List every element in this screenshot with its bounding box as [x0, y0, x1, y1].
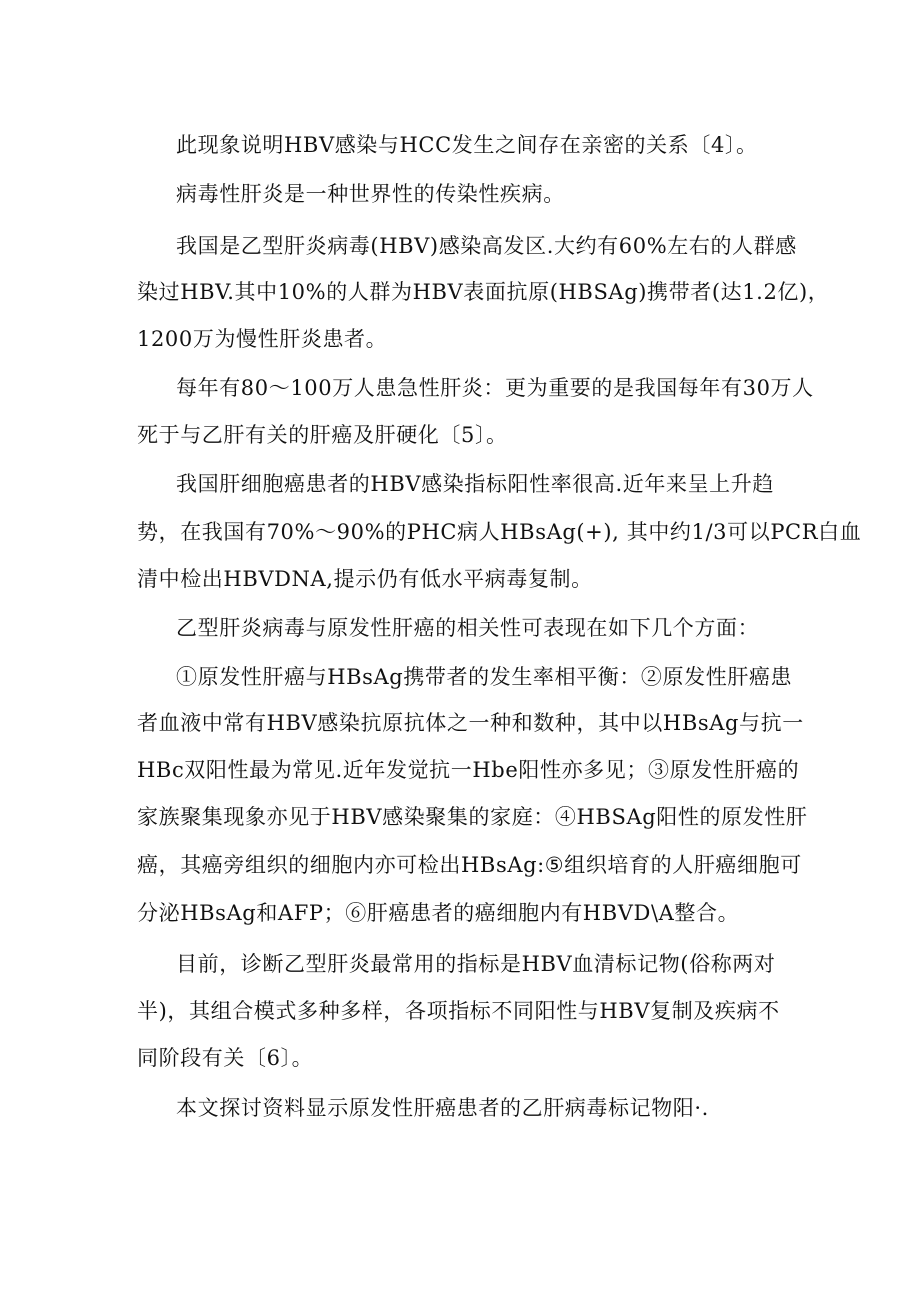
paragraph-7-line-2: 者血液中常有HBV感染抗原抗体之一种和数种，其中以HBsAg与抗一 [137, 711, 804, 735]
paragraph-7-line-6: 分泌HBsAg和AFP；⑥肝癌患者的癌细胞内有HBVD\A整合。 [137, 901, 740, 925]
paragraph-5-line-1: 我国肝细胞癌患者的HBV感染指标阳性率很高.近年来呈上升趋 [176, 472, 774, 496]
paragraph-9-line-1: 本文探讨资料显示原发性肝癌患者的乙肝病毒标记物阳·. [176, 1096, 709, 1120]
paragraph-7-line-4: 家族聚集现象亦见于HBV感染聚集的家庭：④HBSAg阳性的原发性肝 [137, 805, 808, 829]
paragraph-7-line-3: HBc双阳性最为常见.近年发觉抗一Hbe阳性亦多见；③原发性肝癌的 [137, 758, 800, 782]
paragraph-4-line-1: 每年有80～100万人患急性肝炎：更为重要的是我国每年有30万人 [176, 376, 814, 400]
paragraph-6-line-1: 乙型肝炎病毒与原发性肝癌的相关性可表现在如下几个方面： [176, 616, 760, 640]
paragraph-3-line-2: 染过HBV.其中10%的人群为HBV表面抗原(HBSAg)携带者(达1.2亿)， [137, 280, 830, 304]
paragraph-8-line-2: 半)，其组合模式多种多样，各项指标不同阳性与HBV复制及疾病不 [137, 999, 780, 1023]
paragraph-2-line-1: 病毒性肝炎是一种世界性的传染性疾病。 [176, 182, 565, 206]
paragraph-5-line-2: 势，在我国有70%～90%的PHC病人HBsAg(+), 其中约1/3可以PCR白血 [137, 520, 862, 544]
paragraph-8-line-3: 同阶段有关〔6〕。 [137, 1046, 314, 1070]
paragraph-1-line-1: 此现象说明HBV感染与HCC发生之间存在亲密的关系〔4〕。 [176, 133, 758, 157]
paragraph-4-line-2: 死于与乙肝有关的肝癌及肝硬化〔5〕。 [137, 423, 508, 447]
paragraph-3-line-1: 我国是乙型肝炎病毒(HBV)感染高发区.大约有60%左右的人群感 [176, 234, 797, 258]
paragraph-7-line-5: 癌，其癌旁组织的细胞内亦可检出HBsAg:⑤组织培育的人肝癌细胞可 [137, 853, 802, 877]
paragraph-7-line-1: ①原发性肝癌与HBsAg携带者的发生率相平衡：②原发性肝癌患 [176, 665, 793, 689]
paragraph-8-line-1: 目前，诊断乙型肝炎最常用的指标是HBV血清标记物(俗称两对 [176, 952, 776, 976]
paragraph-5-line-3: 清中检出HBVDNA,提示仍有低水平病毒复制。 [137, 567, 593, 591]
paragraph-3-line-3: 1200万为慢性肝炎患者。 [137, 327, 388, 351]
